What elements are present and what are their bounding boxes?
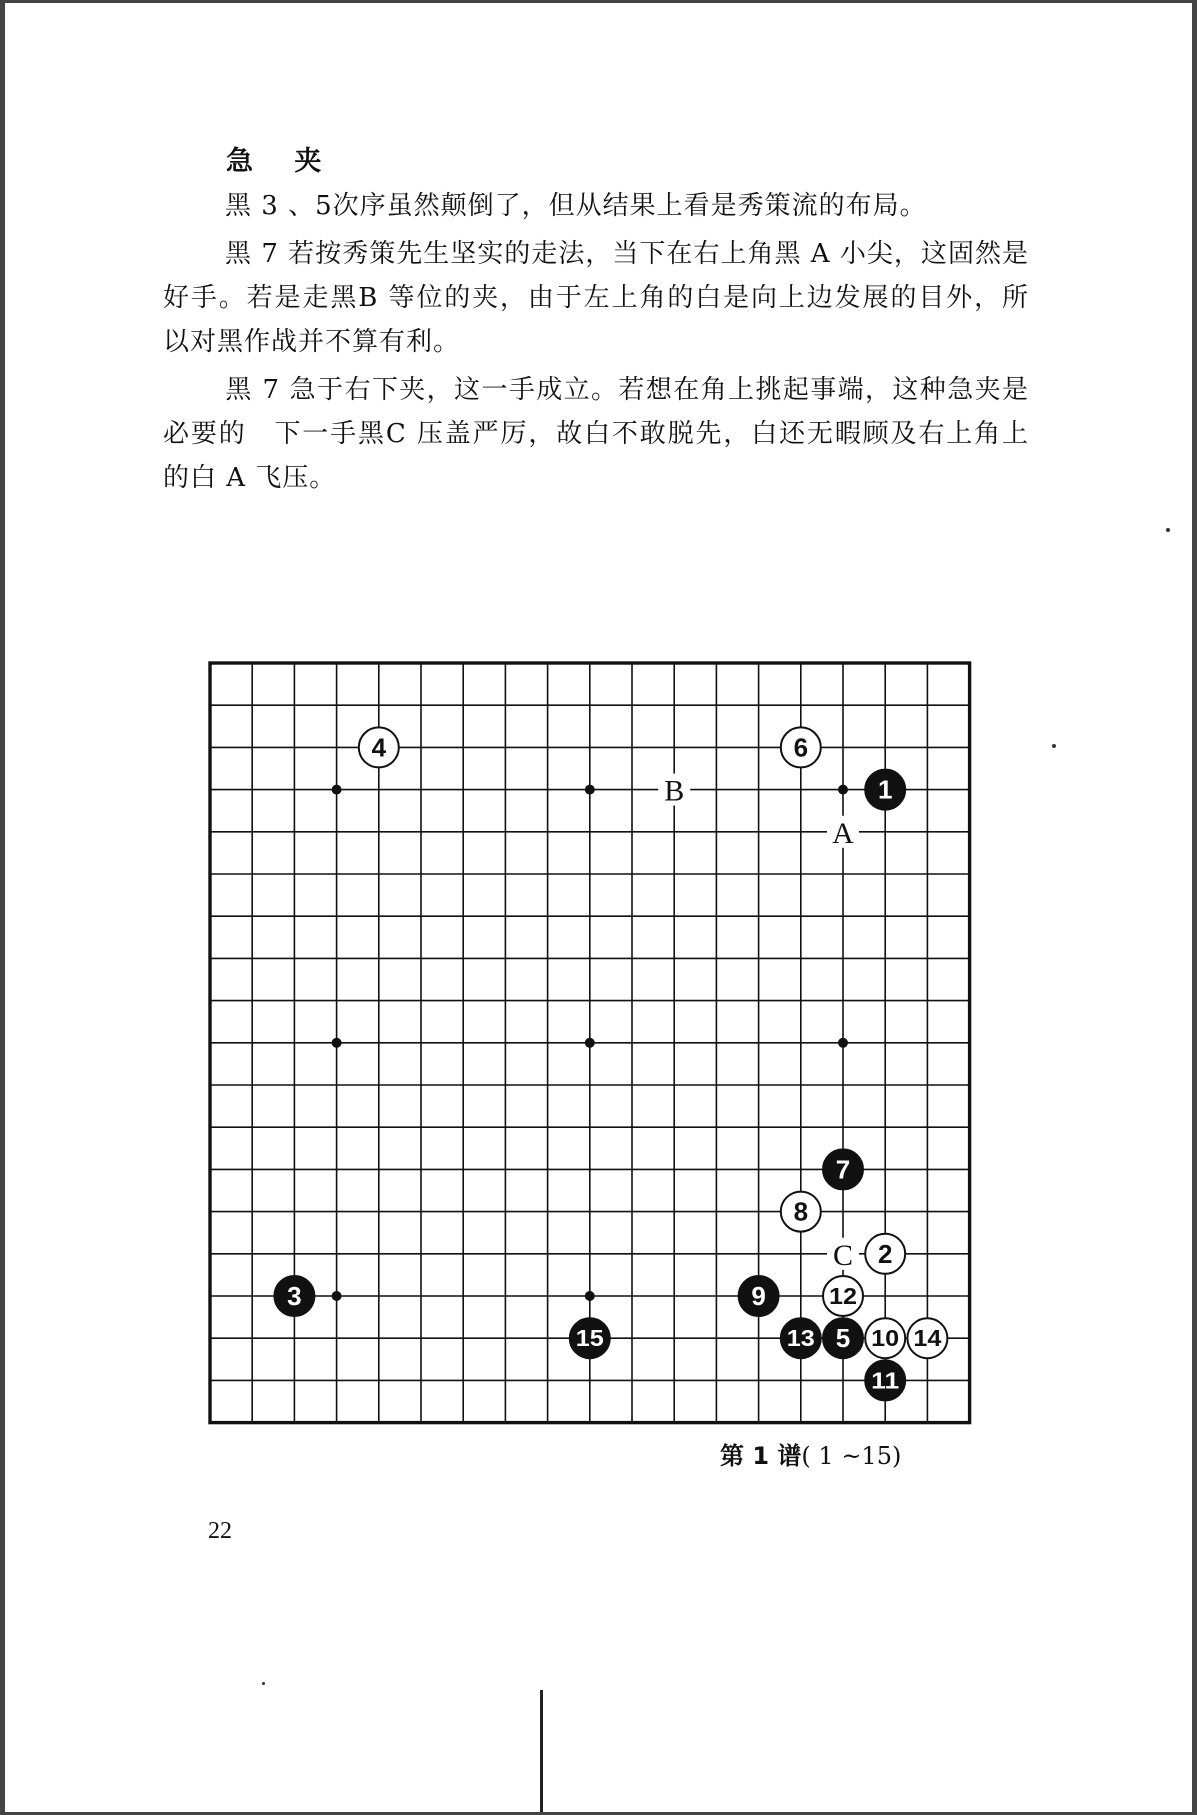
stone-number-2: 2	[877, 1238, 893, 1269]
diagram-caption	[720, 1436, 901, 1471]
binding-fold-line	[540, 1690, 543, 1812]
stone-number-10: 10	[871, 1325, 900, 1352]
scan-speck	[1052, 744, 1056, 748]
paragraph-2-text: 黑 7 若按秀策先生坚实的走法，当下在右上角黑 A 小尖，这固然是好手。若是走黑B 等位的夹，由于左上角的白是向上边发展的目外，所以对黑作战并不算有利。	[163, 239, 1029, 357]
scan-speck	[262, 1682, 265, 1685]
star-point	[585, 785, 595, 795]
page-number: 22	[208, 1518, 232, 1544]
marker-c: C	[832, 1238, 854, 1272]
stone-number-11: 11	[871, 1367, 900, 1394]
star-point	[838, 1038, 848, 1048]
star-point	[332, 785, 342, 795]
paragraph-3-text: 黑 7 急于右下夹，这一手成立。若想在角上挑起事端，这种急夹是必要的 下一手黑C 压盖严厉，故白不敢脱先，白还无暇顾及右上角上的白 A 飞压。	[163, 375, 1029, 493]
marker-b: B	[664, 774, 685, 808]
stone-number-13: 13	[786, 1325, 815, 1352]
go-board-diagram	[190, 650, 996, 1440]
star-point	[332, 1038, 342, 1048]
paragraph-1	[163, 184, 1029, 228]
marker-a: A	[832, 816, 854, 850]
stone-number-15: 15	[575, 1325, 605, 1352]
stone-number-7: 7	[835, 1154, 851, 1185]
paragraph-2	[163, 232, 1029, 364]
diagram-caption-label: 第 1 谱	[720, 1442, 802, 1470]
paragraph-3	[163, 368, 1029, 500]
stone-number-1: 1	[877, 774, 893, 805]
stone-number-12: 12	[829, 1283, 857, 1309]
stone-number-5: 5	[835, 1323, 851, 1354]
section-title: 急 夹	[226, 146, 338, 177]
stone-number-9: 9	[751, 1281, 766, 1311]
stone-number-3: 3	[287, 1281, 302, 1311]
star-point	[332, 1291, 342, 1301]
stone-number-6: 6	[793, 732, 809, 763]
star-point	[585, 1038, 595, 1048]
paragraph-1-text: 黑 3 、5次序虽然颠倒了，但从结果上看是秀策流的布局。	[225, 191, 927, 221]
stone-number-14: 14	[913, 1325, 942, 1352]
stone-number-8: 8	[793, 1196, 809, 1227]
stone-number-4: 4	[371, 732, 387, 763]
diagram-caption-range: ( 1 ~15)	[801, 1442, 902, 1470]
star-point	[838, 785, 848, 795]
star-point	[585, 1291, 595, 1301]
scan-speck	[1166, 528, 1170, 532]
